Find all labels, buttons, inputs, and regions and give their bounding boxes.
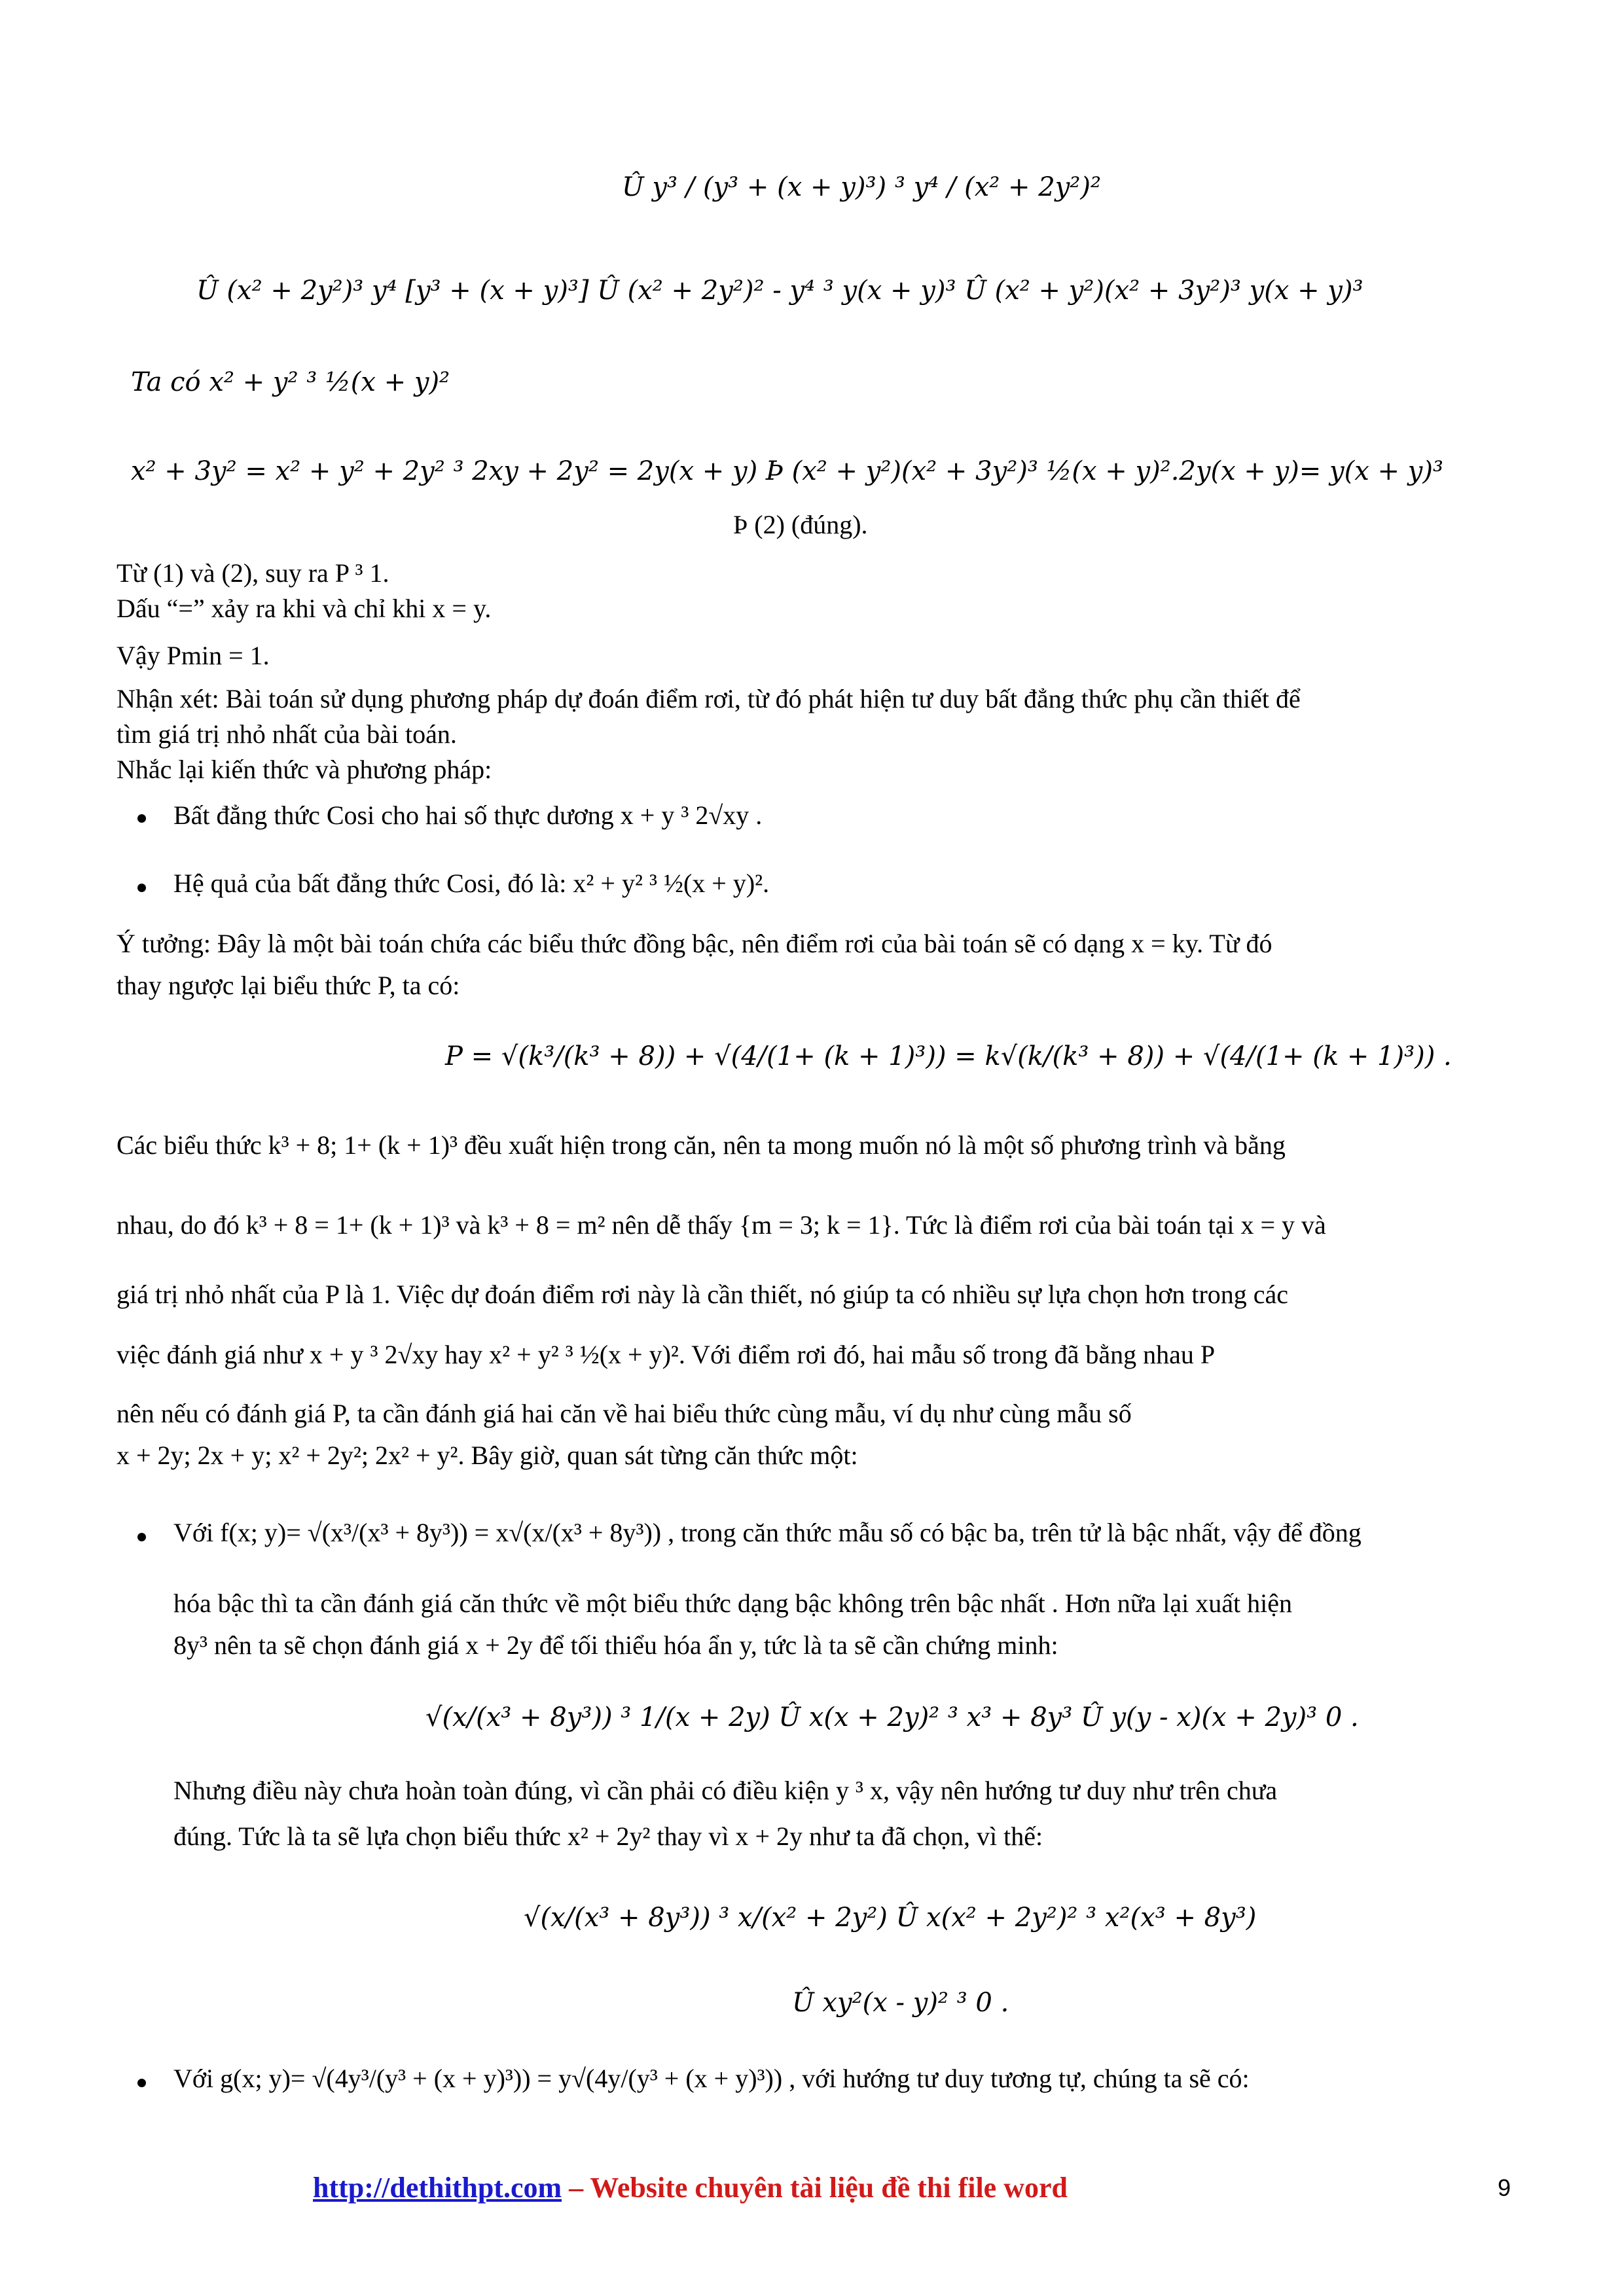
text-line-4: Nhận xét: Bài toán sử dụng phương pháp dự đoán điểm rơi, từ đó phát hiện tư duy bất đẳng thức phụ cần thiết để: [117, 684, 1301, 713]
text-line-13: nên nếu có đánh giá P, ta cần đánh giá hai căn về hai biểu thức cùng mẫu, ví dụ như cùng mẫu số: [117, 1399, 1132, 1428]
page-number: 9: [1498, 2174, 1511, 2201]
equation-line-3: Ta có x² + y² ³ ½(x + y)²: [131, 367, 450, 397]
text-line-5: tìm giá trị nhỏ nhất của bài toán.: [117, 719, 457, 749]
text-line-14: x + 2y; 2x + y; x² + 2y²; 2x² + y². Bây giờ, quan sát từng căn thức một:: [117, 1441, 858, 1470]
equation-line-7: √(x/(x³ + 8y³)) ³ 1/(x + 2y) Û x(x + 2y)² ³ x³ + 8y³ Û y(y - x)(x + 2y)³ 0 .: [425, 1702, 1359, 1732]
bullet-text-3: Với f(x; y)= √(x³/(x³ + 8y³)) = x√(x/(x³ + 8y³)) , trong căn thức mẫu số có bậc ba, trên tử là bậc nhất, vậy để đồng: [173, 1518, 1362, 1547]
text-line-11: giá trị nhỏ nhất của P là 1. Việc dự đoán điểm rơi này là cần thiết, nó giúp ta có nhiều sự lựa chọn hơn trong các: [117, 1280, 1289, 1309]
text-line-16: 8y³ nên ta sẽ chọn đánh giá x + 2y để tối thiểu hóa ẩn y, tức là ta sẽ cần chứng minh:: [173, 1630, 1058, 1660]
text-line-17: Nhưng điều này chưa hoàn toàn đúng, vì cần phải có điều kiện y ³ x, vậy nên hướng tư duy như trên chưa: [173, 1776, 1278, 1805]
bullet-text-4: Với g(x; y)= √(4y³/(y³ + (x + y)³)) = y√(4y/(y³ + (x + y)³)) , với hướng tư duy tương tự, chúng ta sẽ có:: [173, 2064, 1250, 2093]
bullet-dot: [137, 2079, 146, 2087]
text-line-1: Từ (1) và (2), suy ra P ³ 1.: [117, 558, 389, 588]
bullet-dot: [137, 1533, 146, 1541]
equation-line-5: Þ (2) (đúng).: [733, 510, 868, 539]
text-line-8: thay ngược lại biểu thức P, ta có:: [117, 971, 460, 1000]
equation-line-9: Û xy²(x - y)² ³ 0 .: [792, 1988, 1009, 2018]
text-line-6: Nhắc lại kiến thức và phương pháp:: [117, 755, 492, 784]
text-line-18: đúng. Tức là ta sẽ lựa chọn biểu thức x² + 2y² thay vì x + 2y như ta đã chọn, vì thế:: [173, 1821, 1043, 1851]
text-line-7: Ý tưởng: Đây là một bài toán chứa các biểu thức đồng bậc, nên điểm rơi của bài toán sẽ có dạng x = ky. Từ đó: [117, 929, 1272, 958]
footer-website-link[interactable]: http://dethithpt.com: [313, 2172, 562, 2204]
text-line-3: Vậy Pmin = 1.: [117, 641, 270, 670]
bullet-dot: [137, 814, 146, 823]
bullet-text-1: Bất đẳng thức Cosi cho hai số thực dương x + y ³ 2√xy .: [173, 800, 763, 830]
text-line-9: Các biểu thức k³ + 8; 1+ (k + 1)³ đều xuất hiện trong căn, nên ta mong muốn nó là một số phương trình và bằng: [117, 1130, 1286, 1160]
bullet-text-2: Hệ quả của bất đẳng thức Cosi, đó là: x² + y² ³ ½(x + y)².: [173, 869, 770, 898]
footer-description: – Website chuyên tài liệu đề thi file word: [562, 2172, 1068, 2204]
text-line-10: nhau, do đó k³ + 8 = 1+ (k + 1)³ và k³ + 8 = m² nên dễ thấy {m = 3; k = 1}. Tức là điểm rơi của bài toán tại x = y và: [117, 1210, 1326, 1240]
footer: [313, 2170, 1068, 2206]
bullet-dot: [137, 884, 146, 892]
text-line-15: hóa bậc thì ta cần đánh giá căn thức về một biểu thức dạng bậc không trên bậc nhất . Hơn nữa lại xuất hiện: [173, 1588, 1292, 1618]
equation-line-8: √(x/(x³ + 8y³)) ³ x/(x² + 2y²) Û x(x² + 2y²)² ³ x²(x³ + 8y³): [524, 1903, 1257, 1933]
equation-line-6: P = √(k³/(k³ + 8)) + √(4/(1+ (k + 1)³)) = k√(k/(k³ + 8)) + √(4/(1+ (k + 1)³)) .: [445, 1041, 1452, 1071]
text-line-2: Dấu “=” xảy ra khi và chỉ khi x = y.: [117, 594, 492, 623]
equation-line-4: x² + 3y² = x² + y² + 2y² ³ 2xy + 2y² = 2y(x + y) Þ (x² + y²)(x² + 3y²)³ ½(x + y)².2y(x + y)= y(x + y)³: [131, 456, 1443, 486]
equation-line-1: Û y³ / (y³ + (x + y)³) ³ y⁴ / (x² + 2y²)²: [622, 172, 1101, 202]
equation-line-2: Û (x² + 2y²)³ y⁴ [y³ + (x + y)³] Û (x² + 2y²)² - y⁴ ³ y(x + y)³ Û (x² + y²)(x² + 3y²)³ y(x + y)³: [196, 276, 1363, 306]
text-line-12: việc đánh giá như x + y ³ 2√xy hay x² + y² ³ ½(x + y)². Với điểm rơi đó, hai mẫu số trong đã bằng nhau P: [117, 1340, 1216, 1369]
